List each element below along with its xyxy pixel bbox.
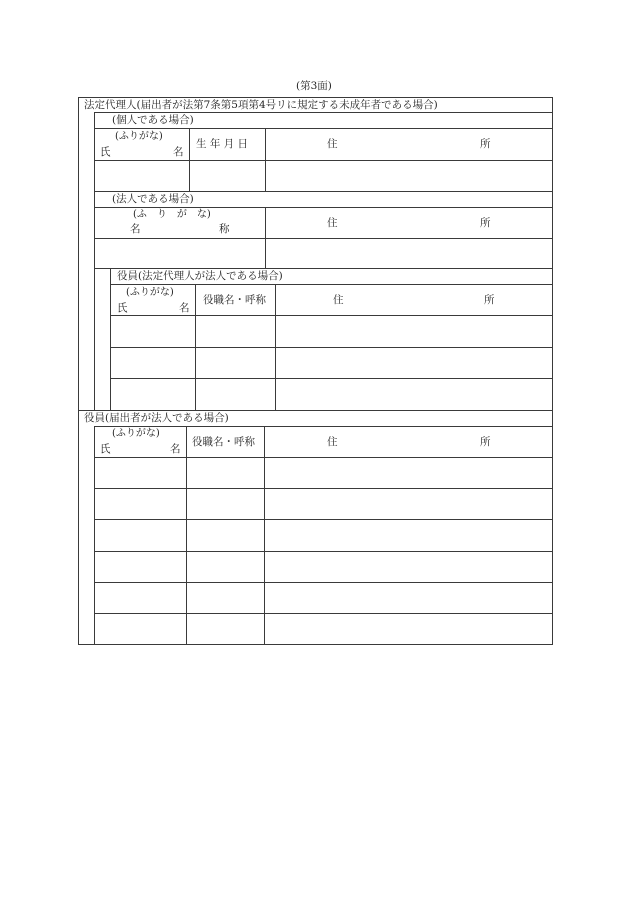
rule: [94, 426, 553, 427]
legal-rep-officers-name-label-right: 名: [179, 302, 190, 314]
officers-furigana-label: (ふりがな): [112, 428, 160, 439]
individual-birthdate-field[interactable]: [190, 161, 265, 191]
officers-position-label: 役職名・呼称: [192, 436, 255, 448]
officer-address-field[interactable]: [265, 583, 552, 613]
officer-address-field[interactable]: [265, 520, 552, 551]
individual-address-label-right: 所: [480, 138, 491, 150]
corporation-address-field[interactable]: [266, 239, 552, 268]
officer-name-field[interactable]: [95, 552, 186, 582]
officer-address-field[interactable]: [265, 552, 552, 582]
rule: [94, 207, 553, 208]
legal-rep-officer-address-field[interactable]: [276, 348, 552, 378]
officer-name-field[interactable]: [95, 614, 186, 644]
corporation-furigana-label: (ふ り が な): [133, 209, 211, 220]
legal-rep-officer-position-field[interactable]: [196, 379, 275, 410]
rule: [110, 284, 553, 285]
section-divider: [78, 410, 553, 411]
legal-rep-officer-name-field[interactable]: [111, 348, 195, 378]
legal-rep-officers-furigana-label: (ふりがな): [126, 287, 174, 298]
individual-birthdate-label: 生 年 月 日: [196, 138, 249, 150]
corporation-name-label-right: 称: [219, 223, 230, 235]
legal-rep-officer-name-field[interactable]: [111, 379, 195, 410]
officer-position-field[interactable]: [187, 520, 264, 551]
rule: [94, 128, 553, 129]
legal-rep-officer-name-field[interactable]: [111, 316, 195, 347]
individual-name-label-left: 氏: [100, 146, 111, 158]
corporation-address-label-left: 住: [327, 217, 338, 229]
officer-address-field[interactable]: [265, 489, 552, 519]
legal-rep-officers-address-label-left: 住: [333, 294, 344, 306]
officers-name-label-right: 名: [170, 443, 181, 455]
officer-name-field[interactable]: [95, 520, 186, 551]
rule: [94, 191, 553, 192]
corporation-subsection-title: (法人である場合): [112, 193, 194, 205]
outer-border-top: [78, 97, 553, 98]
officer-address-field[interactable]: [265, 458, 552, 488]
officer-address-field[interactable]: [265, 614, 552, 644]
corporation-name-field[interactable]: [95, 239, 265, 268]
individual-address-label-left: 住: [327, 138, 338, 150]
page-number-label: (第3面): [296, 80, 332, 92]
legal-rep-officer-address-field[interactable]: [276, 316, 552, 347]
outer-border-left: [78, 97, 79, 645]
officer-name-field[interactable]: [95, 489, 186, 519]
officer-position-field[interactable]: [187, 489, 264, 519]
rule: [94, 112, 553, 113]
outer-border-bottom: [78, 644, 553, 645]
outer-border-right: [552, 97, 553, 645]
rule: [94, 268, 553, 269]
individual-name-field[interactable]: [95, 161, 189, 191]
officers-address-label-right: 所: [480, 436, 491, 448]
officer-position-field[interactable]: [187, 458, 264, 488]
legal-rep-officers-position-label: 役職名・呼称: [203, 294, 266, 306]
legal-rep-officer-address-field[interactable]: [276, 379, 552, 410]
legal-rep-officers-name-label-left: 氏: [117, 302, 128, 314]
individual-name-label-right: 名: [173, 146, 184, 158]
officer-name-field[interactable]: [95, 583, 186, 613]
corporation-name-label-left: 名: [130, 223, 141, 235]
legal-rep-officer-position-field[interactable]: [196, 348, 275, 378]
officers-section-title: 役員(届出者が法人である場合): [84, 412, 229, 424]
legal-rep-officer-position-field[interactable]: [196, 316, 275, 347]
individual-address-field[interactable]: [266, 161, 552, 191]
officer-name-field[interactable]: [95, 458, 186, 488]
legal-rep-officers-subsection-title: 役員(法定代理人が法人である場合): [117, 270, 283, 282]
officer-position-field[interactable]: [187, 614, 264, 644]
individual-furigana-label: (ふりがな): [115, 131, 163, 142]
individual-subsection-title: (個人である場合): [112, 114, 194, 126]
officer-position-field[interactable]: [187, 552, 264, 582]
officer-position-field[interactable]: [187, 583, 264, 613]
legal-rep-officers-address-label-right: 所: [484, 294, 495, 306]
corporation-address-label-right: 所: [480, 217, 491, 229]
officers-address-label-left: 住: [327, 436, 338, 448]
legal-representative-section-title: 法定代理人(届出者が法第7条第5項第4号リに規定する未成年者である場合): [84, 99, 438, 111]
officers-name-label-left: 氏: [100, 443, 111, 455]
